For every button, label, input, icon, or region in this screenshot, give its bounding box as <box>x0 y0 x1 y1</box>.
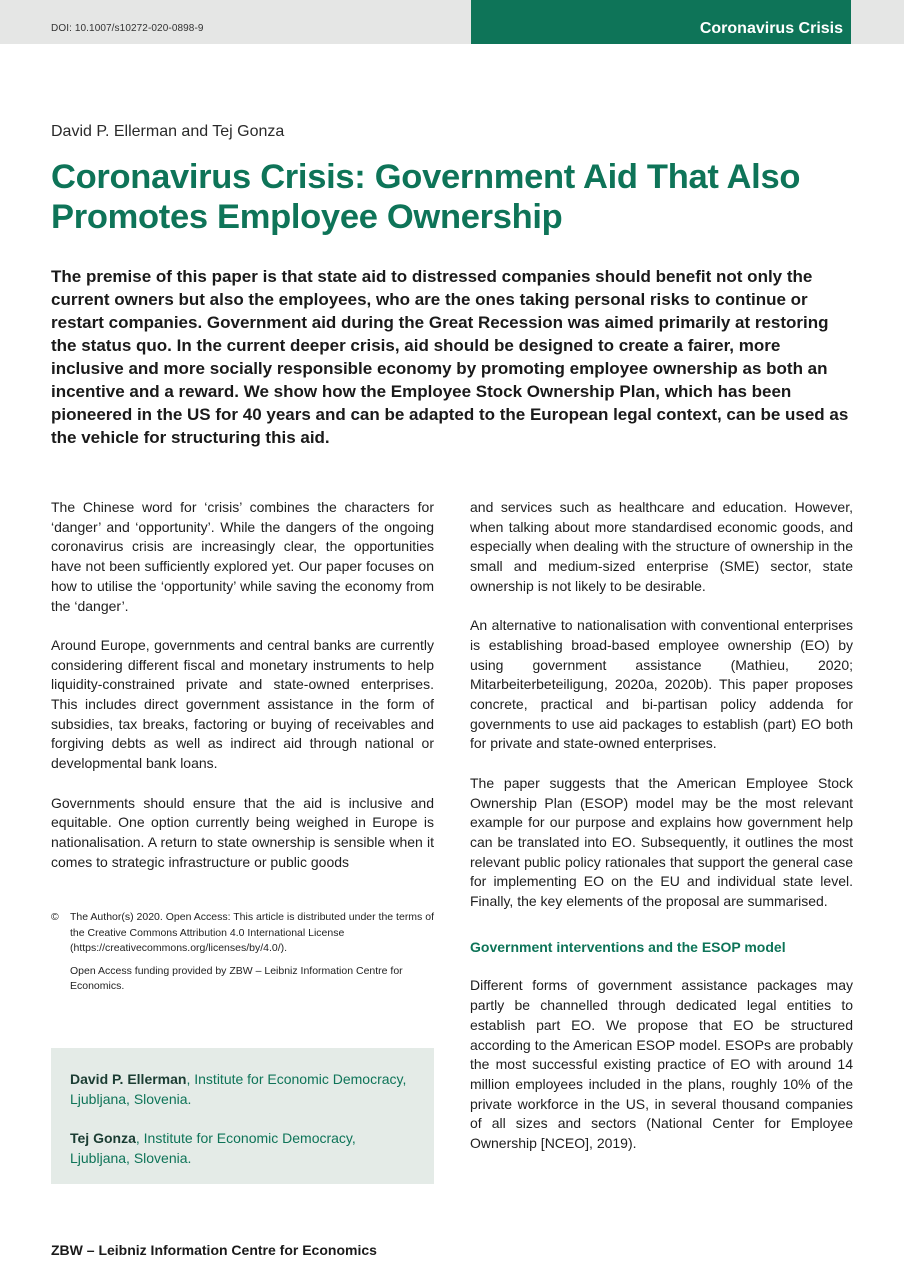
affiliation-institution: , Institute for Economic Democracy, Ljubljana, Slovenia. <box>70 1130 356 1166</box>
affiliation-author-name: David P. Ellerman <box>70 1071 187 1087</box>
article-authors: David P. Ellerman and Tej Gonza <box>51 123 285 140</box>
body-paragraph: An alternative to nationalisation with conventional enterprises is establishing broad-based employee ownership (EO) by using government assistance (Mathieu, 2020; Mitarbeiterbeteiligung, 2020a, 2020b). This paper proposes concrete, practical and bi-partisan policy addenda for governments to use aid packages to establish (part) EO both for private and state-owned enterprises. <box>470 617 853 752</box>
license-text: The Author(s) 2020. Open Access: This article is distributed under the terms of the Creative Commons Attribution 4.0 International License (https://creativecommons.org/licenses/by/4.0/). <box>70 911 434 954</box>
header-bar <box>0 0 904 44</box>
affiliation-author-name: Tej Gonza <box>70 1130 136 1146</box>
body-paragraph: and services such as healthcare and education. However, when talking about more standardised economic goods, and especially when dealing with the structure of ownership in the small and medium-sized enterprise (SME) sector, state ownership is not likely to be desirable. <box>470 499 853 594</box>
license-note <box>51 910 434 957</box>
affiliation-institution: , Institute for Economic Democracy, Ljubljana, Slovenia. <box>70 1071 407 1107</box>
license-footnote <box>51 910 434 1002</box>
article-title: Coronavirus Crisis: Government Aid That Also Promotes Employee Ownership <box>51 158 801 236</box>
section-tag <box>471 0 851 44</box>
article-abstract: The premise of this paper is that state aid to distressed companies should benefit not only the current owners but also the employees, who are the ones taking personal risks to continue or restart companies. Government aid during the Great Recession was aimed primarily at restoring the status quo. In the current deeper crisis, aid should be designed to create a fairer, more inclusive and more socially responsible economy by promoting employee ownership as both an incentive and a reward. We show how the Employee Stock Ownership Plan, which has been pioneered in the US for 40 years and can be adapted to the European legal context, can be used as the vehicle for structuring this aid. <box>51 267 849 447</box>
funding-note: Open Access funding provided by ZBW – Leibniz Information Centre for Economics. <box>70 964 403 992</box>
author-affiliations-box <box>51 1048 434 1184</box>
body-paragraph: The Chinese word for ‘crisis’ combines the characters for ‘danger’ and ‘opportunity’. While the dangers of the ongoing coronavirus crisis are increasingly clear, the opportunities have not been sufficiently explored yet. Our paper focuses on how to utilise the ‘opportunity’ while saving the economy from the ‘danger’. <box>51 499 434 614</box>
section-heading: Government interventions and the ESOP model <box>470 938 786 955</box>
body-paragraph: Different forms of government assistance packages may partly be channelled through dedicated legal entities to establish part EO. We propose that EO be structured according to the American ESOP model. ESOPs are probably the most successful existing practice of EO with around 14 million employees included in the plans, roughly 10% of the private workforce in the US, in several thousand companies of all sizes and sectors (National Center for Employee Ownership [NCEO], 2019). <box>470 977 853 1152</box>
affiliation-item <box>70 1069 415 1109</box>
section-tag-label: Coronavirus Crisis <box>699 20 843 37</box>
copyright-symbol: © <box>51 911 59 923</box>
publisher-footer: ZBW – Leibniz Information Centre for Economics <box>51 1242 377 1258</box>
body-paragraph: The paper suggests that the American Employee Stock Ownership Plan (ESOP) model may be the most relevant example for our purpose and explains how government help can be translated into EO. Subsequently, it outlines the most relevant public policy rationales that support the general case for implementing EO on the EU and individual state level. Finally, the key elements of the proposal are summarised. <box>470 774 853 910</box>
doi-label[interactable]: DOI: 10.1007/s10272-020-0898-9 <box>51 23 204 34</box>
affiliation-item <box>70 1128 415 1168</box>
body-paragraph: Governments should ensure that the aid is inclusive and equitable. One option currently being weighed in Europe is nationalisation. A return to state ownership is sensible when it comes to strategic infrastructure or public goods <box>51 794 434 870</box>
body-paragraph: Around Europe, governments and central banks are currently considering different fiscal and monetary instruments to help liquidity-constrained private and state-owned enterprises. This includes direct government assistance in the form of subsidies, tax breaks, factoring or buying of receivables and forgiving debts as well as indirect aid through national or developmental bank loans. <box>51 636 434 772</box>
left-column <box>51 498 434 892</box>
right-column <box>470 498 853 1173</box>
